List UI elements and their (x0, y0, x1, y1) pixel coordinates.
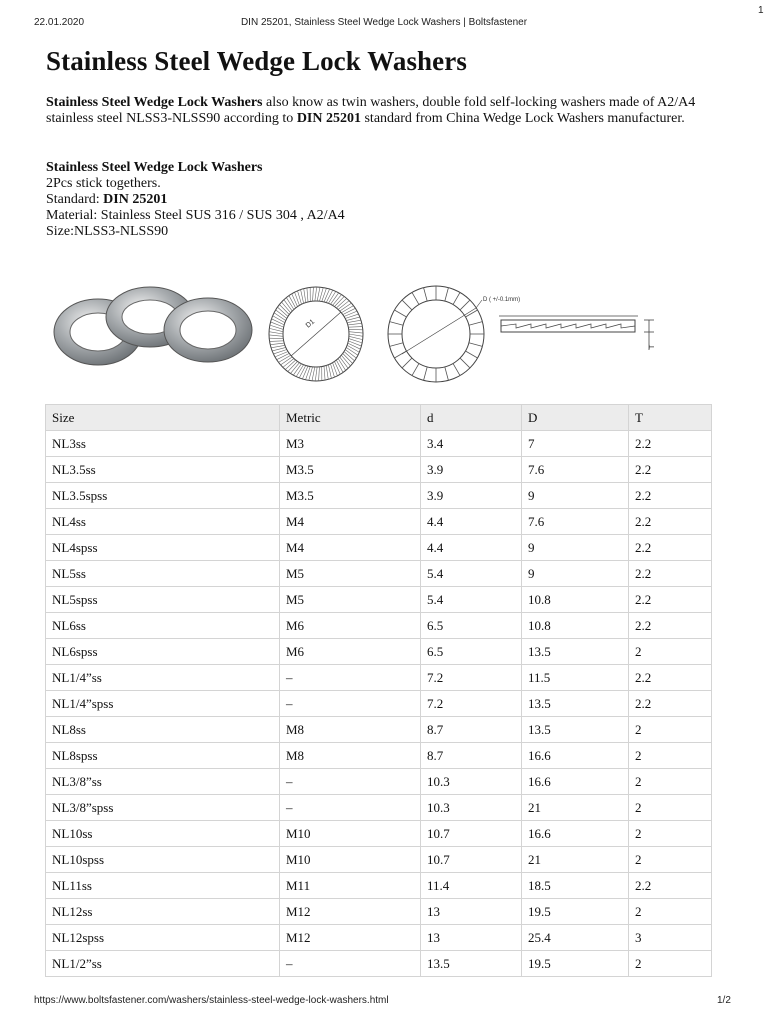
table-row (46, 847, 712, 873)
table-row (46, 665, 712, 691)
cell-metric: M3.5 (280, 483, 421, 509)
cell-metric: M4 (280, 509, 421, 535)
print-date: 22.01.2020 (34, 17, 85, 28)
cell-T: 2 (629, 795, 712, 821)
table-row (46, 587, 712, 613)
table-header-row (46, 405, 712, 431)
cell-d: 3.9 (421, 457, 522, 483)
cell-D: 10.8 (522, 613, 629, 639)
cell-d: 8.7 (421, 743, 522, 769)
intro-text-1: also know as twin washers, double fold self-locking washers made of A2/A4 stainless steel NLSS3-NLSS90 according to (46, 95, 696, 126)
cell-T: 2.2 (629, 509, 712, 535)
cell-size: NL5ss (46, 561, 280, 587)
washer-front-drawing (269, 287, 363, 381)
cell-d: 11.4 (421, 873, 522, 899)
cell-D: 13.5 (522, 717, 629, 743)
cell-D: 13.5 (522, 691, 629, 717)
print-footer-page: 1/2 (717, 995, 731, 1006)
table-row (46, 431, 712, 457)
dim-label-D: D ( +/-0.1mm) (483, 297, 521, 303)
cell-D: 10.8 (522, 587, 629, 613)
cell-D: 9 (522, 483, 629, 509)
cell-d: 10.3 (421, 769, 522, 795)
cell-metric: M3 (280, 431, 421, 457)
cell-D: 16.6 (522, 821, 629, 847)
cell-d: 10.7 (421, 821, 522, 847)
details-material: Material: Stainless Steel SUS 316 / SUS 304 , A2/A4 (46, 208, 345, 223)
intro-bold-product: Stainless Steel Wedge Lock Washers (46, 95, 263, 110)
cell-T: 2.2 (629, 457, 712, 483)
dim-label-d1: D1 (304, 318, 317, 330)
cell-size: NL8ss (46, 717, 280, 743)
cell-size: NL4spss (46, 535, 280, 561)
page-title: Stainless Steel Wedge Lock Washers (46, 46, 467, 76)
cell-D: 19.5 (522, 951, 629, 977)
cell-D: 7.6 (522, 457, 629, 483)
cell-T: 2 (629, 717, 712, 743)
table-body (46, 431, 712, 977)
cell-metric: – (280, 691, 421, 717)
cell-size: NL3/8”ss (46, 769, 280, 795)
cell-d: 8.7 (421, 717, 522, 743)
intro-text-2: standard from China Wedge Lock Washers manufacturer. (360, 111, 685, 126)
cell-T: 2 (629, 821, 712, 847)
cell-metric: M12 (280, 925, 421, 951)
washer-photo (54, 287, 252, 365)
table-row (46, 795, 712, 821)
cell-size: NL10spss (46, 847, 280, 873)
cell-D: 21 (522, 847, 629, 873)
cell-T: 3 (629, 925, 712, 951)
cell-d: 7.2 (421, 691, 522, 717)
cell-T: 2 (629, 769, 712, 795)
table-row (46, 535, 712, 561)
cell-T: 2.2 (629, 483, 712, 509)
cell-size: NL6ss (46, 613, 280, 639)
cell-d: 6.5 (421, 639, 522, 665)
cell-T: 2 (629, 639, 712, 665)
cell-T: 2.2 (629, 587, 712, 613)
cell-D: 16.6 (522, 769, 629, 795)
table-row (46, 691, 712, 717)
cell-metric: M4 (280, 535, 421, 561)
cell-T: 2 (629, 847, 712, 873)
cell-T: 2.2 (629, 535, 712, 561)
cell-metric: – (280, 769, 421, 795)
size-table (45, 404, 712, 977)
cell-D: 7 (522, 431, 629, 457)
cell-T: 2.2 (629, 431, 712, 457)
table-row (46, 743, 712, 769)
cell-metric: – (280, 951, 421, 977)
cell-size: NL1/4”spss (46, 691, 280, 717)
table-row (46, 925, 712, 951)
cell-metric: – (280, 665, 421, 691)
details-size: Size:NLSS3-NLSS90 (46, 224, 169, 239)
cell-T: 2.2 (629, 613, 712, 639)
cell-size: NL11ss (46, 873, 280, 899)
cell-size: NL12spss (46, 925, 280, 951)
cell-metric: M8 (280, 717, 421, 743)
cell-d: 3.9 (421, 483, 522, 509)
cell-size: NL1/2”ss (46, 951, 280, 977)
cell-D: 13.5 (522, 639, 629, 665)
cell-metric: M5 (280, 587, 421, 613)
cell-size: NL3.5spss (46, 483, 280, 509)
cell-metric: M10 (280, 847, 421, 873)
print-footer-url: https://www.boltsfastener.com/washers/stainless-steel-wedge-lock-washers.html (34, 995, 389, 1006)
col-header-size: Size (46, 405, 280, 431)
print-page-corner: 1 (758, 5, 764, 16)
cell-T: 2.2 (629, 665, 712, 691)
cell-d: 4.4 (421, 509, 522, 535)
cell-D: 16.6 (522, 743, 629, 769)
table-row (46, 899, 712, 925)
cell-d: 5.4 (421, 561, 522, 587)
cell-d: 13 (421, 899, 522, 925)
col-header-d: d (421, 405, 522, 431)
product-image-washers (46, 280, 686, 400)
table-row (46, 613, 712, 639)
cell-metric: M8 (280, 743, 421, 769)
cell-d: 3.4 (421, 431, 522, 457)
intro-bold-standard: DIN 25201 (296, 111, 361, 126)
table-row (46, 639, 712, 665)
cell-size: NL3ss (46, 431, 280, 457)
cell-d: 10.7 (421, 847, 522, 873)
cell-d: 10.3 (421, 795, 522, 821)
cell-D: 18.5 (522, 873, 629, 899)
cell-metric: M6 (280, 613, 421, 639)
cell-D: 19.5 (522, 899, 629, 925)
cell-D: 9 (522, 535, 629, 561)
cell-T: 2 (629, 899, 712, 925)
cell-size: NL6spss (46, 639, 280, 665)
table-row (46, 873, 712, 899)
product-images (46, 280, 686, 400)
intro-paragraph (46, 95, 736, 127)
col-header-T: T (629, 405, 712, 431)
table-row (46, 821, 712, 847)
cell-T: 2.2 (629, 873, 712, 899)
table-row (46, 509, 712, 535)
washer-side-drawing (388, 286, 484, 382)
cell-d: 6.5 (421, 613, 522, 639)
cell-T: 2 (629, 743, 712, 769)
cell-size: NL8spss (46, 743, 280, 769)
cell-size: NL1/4”ss (46, 665, 280, 691)
cell-d: 5.4 (421, 587, 522, 613)
cell-D: 7.6 (522, 509, 629, 535)
table-row (46, 951, 712, 977)
cell-size: NL4ss (46, 509, 280, 535)
cell-d: 4.4 (421, 535, 522, 561)
standard-label: Standard: (46, 192, 104, 207)
cell-size: NL3/8”spss (46, 795, 280, 821)
table-row (46, 457, 712, 483)
col-header-metric: Metric (280, 405, 421, 431)
cell-metric: M3.5 (280, 457, 421, 483)
cell-T: 2.2 (629, 691, 712, 717)
cell-D: 11.5 (522, 665, 629, 691)
table-row (46, 769, 712, 795)
details-line-pieces: 2Pcs stick togethers. (46, 176, 161, 191)
table-row (46, 483, 712, 509)
cell-metric: M10 (280, 821, 421, 847)
cell-d: 7.2 (421, 665, 522, 691)
details-heading: Stainless Steel Wedge Lock Washers (46, 160, 263, 175)
cell-size: NL5spss (46, 587, 280, 613)
cell-D: 25.4 (522, 925, 629, 951)
cell-metric: M6 (280, 639, 421, 665)
cell-size: NL12ss (46, 899, 280, 925)
print-page-title: DIN 25201, Stainless Steel Wedge Lock Washers | Boltsfastener (240, 17, 528, 28)
cell-d: 13.5 (421, 951, 522, 977)
cell-metric: M5 (280, 561, 421, 587)
cell-metric: M12 (280, 899, 421, 925)
cell-d: 13 (421, 925, 522, 951)
cell-size: NL3.5ss (46, 457, 280, 483)
col-header-D: D (522, 405, 629, 431)
cell-D: 9 (522, 561, 629, 587)
product-details (46, 160, 736, 240)
dim-label-T: T (649, 344, 656, 349)
table-row (46, 717, 712, 743)
table-row (46, 561, 712, 587)
cell-metric: M11 (280, 873, 421, 899)
cell-size: NL10ss (46, 821, 280, 847)
cell-T: 2 (629, 951, 712, 977)
cell-D: 21 (522, 795, 629, 821)
washer-section-drawing (499, 316, 654, 350)
details-standard (46, 192, 736, 208)
standard-value: DIN 25201 (103, 192, 168, 207)
cell-metric: – (280, 795, 421, 821)
cell-T: 2.2 (629, 561, 712, 587)
